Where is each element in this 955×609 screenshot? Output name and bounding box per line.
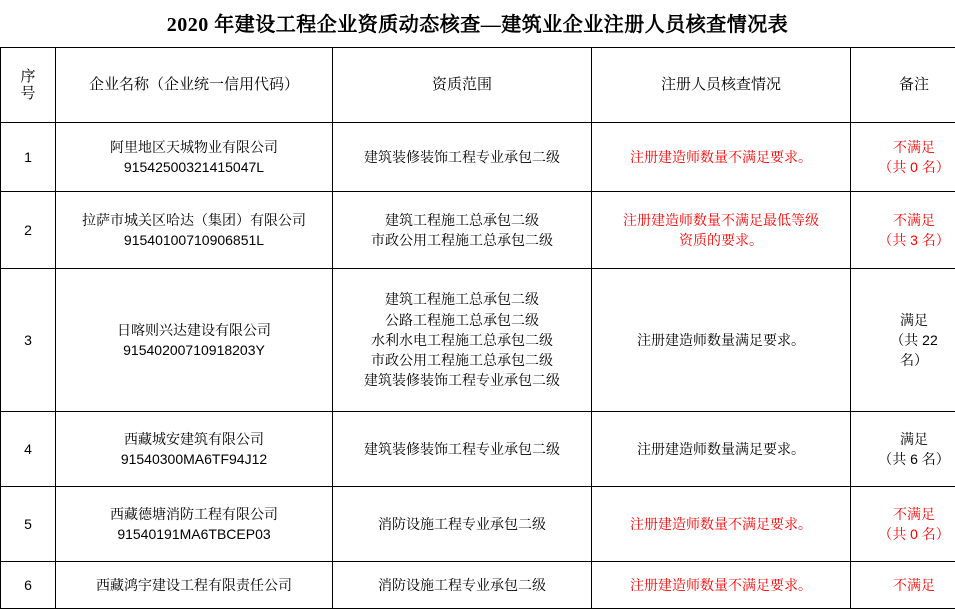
cell-personnel-check <box>592 269 851 412</box>
remark-status: 满足 <box>855 429 955 449</box>
table-body <box>1 123 955 609</box>
remark-status: 不满足 <box>855 504 955 524</box>
scope-line: 市政公用工程施工总承包二级 <box>337 350 587 370</box>
cell-qualification-scope <box>333 487 592 562</box>
table-row <box>1 562 955 609</box>
check-line: 注册建造师数量满足要求。 <box>596 330 846 350</box>
cell-personnel-check <box>592 562 851 609</box>
cell-seq: 1 <box>1 123 56 192</box>
cell-company-name <box>56 123 333 192</box>
cell-seq: 6 <box>1 562 56 609</box>
check-line: 注册建造师数量不满足要求。 <box>596 147 846 167</box>
company-code-text: 91540191MA6TBCEP03 <box>60 524 328 544</box>
check-line: 注册建造师数量不满足要求。 <box>596 514 846 534</box>
remark-status: 不满足 <box>855 137 955 157</box>
remark-count-cont: 名） <box>855 350 955 370</box>
scope-line: 消防设施工程专业承包二级 <box>337 575 587 595</box>
scope-line: 建筑装修装饰工程专业承包二级 <box>337 147 587 167</box>
column-header-qualification-scope: 资质范围 <box>333 48 592 123</box>
column-header-seq <box>1 48 56 123</box>
remark-status: 不满足 <box>855 210 955 230</box>
company-code-text: 91540100710906851L <box>60 230 328 250</box>
page-title: 2020 年建设工程企业资质动态核查—建筑业企业注册人员核查情况表 <box>0 0 955 47</box>
table-row <box>1 412 955 487</box>
cell-remark <box>851 562 955 609</box>
remark-count: （共 6 名） <box>855 449 955 469</box>
scope-line: 建筑装修装饰工程专业承包二级 <box>337 370 587 390</box>
cell-remark <box>851 412 955 487</box>
check-line: 注册建造师数量不满足最低等级 <box>596 210 846 230</box>
table-row <box>1 192 955 269</box>
table-row <box>1 269 955 412</box>
check-line: 注册建造师数量满足要求。 <box>596 439 846 459</box>
remark-count: （共 0 名） <box>855 524 955 544</box>
cell-remark <box>851 269 955 412</box>
cell-personnel-check <box>592 192 851 269</box>
check-line: 资质的要求。 <box>596 230 846 250</box>
cell-qualification-scope <box>333 192 592 269</box>
scope-line: 建筑装修装饰工程专业承包二级 <box>337 439 587 459</box>
cell-seq: 5 <box>1 487 56 562</box>
cell-company-name <box>56 412 333 487</box>
company-name-text: 西藏德塘消防工程有限公司 <box>60 504 328 524</box>
cell-personnel-check <box>592 123 851 192</box>
cell-personnel-check <box>592 412 851 487</box>
company-code-text: 91542500321415047L <box>60 157 328 177</box>
cell-seq: 4 <box>1 412 56 487</box>
cell-company-name <box>56 562 333 609</box>
cell-remark <box>851 123 955 192</box>
cell-remark <box>851 487 955 562</box>
remark-status: 满足 <box>855 310 955 330</box>
scope-line: 建筑工程施工总承包二级 <box>337 210 587 230</box>
table-row <box>1 123 955 192</box>
company-code-text: 91540300MA6TF94J12 <box>60 449 328 469</box>
table-row <box>1 487 955 562</box>
cell-seq: 3 <box>1 269 56 412</box>
cell-personnel-check <box>592 487 851 562</box>
table-header <box>1 48 955 123</box>
remark-count: （共 22 <box>855 330 955 350</box>
remark-status: 不满足 <box>855 575 955 595</box>
company-name-text: 西藏城安建筑有限公司 <box>60 429 328 449</box>
check-line: 注册建造师数量不满足要求。 <box>596 575 846 595</box>
cell-company-name <box>56 192 333 269</box>
table-header-row <box>1 48 955 123</box>
company-name-text: 阿里地区天城物业有限公司 <box>60 137 328 157</box>
remark-count: （共 0 名） <box>855 157 955 177</box>
cell-seq: 2 <box>1 192 56 269</box>
company-code-text: 91540200710918203Y <box>60 340 328 360</box>
cell-company-name <box>56 487 333 562</box>
company-name-text: 西藏鸿宇建设工程有限责任公司 <box>60 575 328 595</box>
column-header-personnel-check: 注册人员核查情况 <box>592 48 851 123</box>
column-header-company-name: 企业名称（企业统一信用代码） <box>56 48 333 123</box>
company-name-text: 日喀则兴达建设有限公司 <box>60 320 328 340</box>
scope-line: 消防设施工程专业承包二级 <box>337 514 587 534</box>
qualification-check-table <box>0 47 955 609</box>
cell-qualification-scope <box>333 412 592 487</box>
cell-remark <box>851 192 955 269</box>
scope-line: 建筑工程施工总承包二级 <box>337 289 587 309</box>
column-header-seq-line1: 序 <box>5 68 51 85</box>
company-name-text: 拉萨市城关区哈达（集团）有限公司 <box>60 210 328 230</box>
scope-line: 水利水电工程施工总承包二级 <box>337 330 587 350</box>
cell-qualification-scope <box>333 269 592 412</box>
remark-count: （共 3 名） <box>855 230 955 250</box>
cell-qualification-scope <box>333 562 592 609</box>
cell-qualification-scope <box>333 123 592 192</box>
scope-line: 市政公用工程施工总承包二级 <box>337 230 587 250</box>
column-header-remark: 备注 <box>851 48 955 123</box>
scope-line: 公路工程施工总承包二级 <box>337 310 587 330</box>
column-header-seq-line2: 号 <box>5 85 51 102</box>
cell-company-name <box>56 269 333 412</box>
